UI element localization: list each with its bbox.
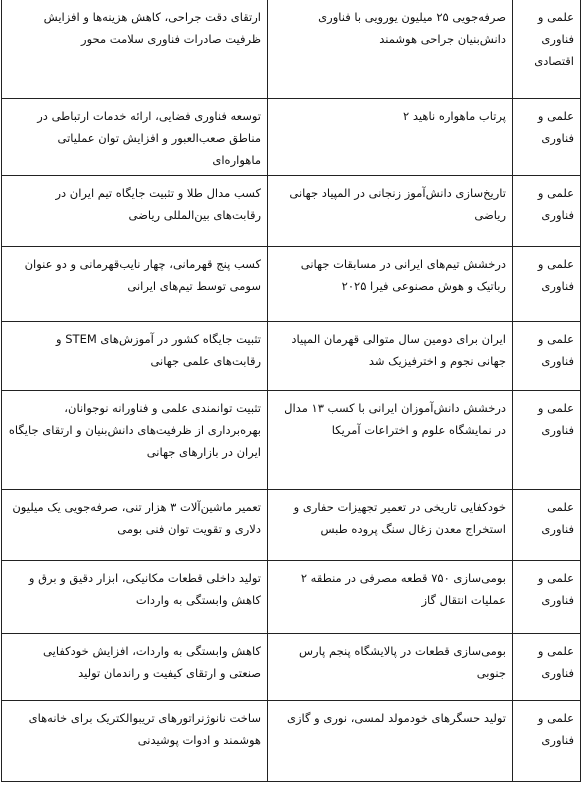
category-cell: علمی و فناوری: [513, 322, 581, 391]
table-row: [2, 490, 581, 561]
impact-cell: توسعه فناوری فضایی، ارائه خدمات ارتباطی در مناطق صعب‌العبور و افزایش توان عملیاتی ماهواره‌ای: [2, 99, 268, 176]
impact-cell: کسب پنج قهرمانی، چهار نایب‌قهرمانی و دو عنوان سومی توسط تیم‌های ایرانی: [2, 247, 268, 322]
category-cell: علمی و فناوری: [513, 701, 581, 782]
category-cell: علمی و فناوری اقتصادی: [513, 0, 581, 99]
category-cell: علمی و فناوری: [513, 634, 581, 701]
table-row: [2, 391, 581, 490]
impact-cell: تولید داخلی قطعات مکانیکی، ابزار دقیق و برق و کاهش وابستگی به واردات: [2, 561, 268, 634]
title-cell: تاریخ‌سازی دانش‌آموز زنجانی در المپیاد جهانی ریاضی: [268, 176, 513, 247]
impact-cell: ارتقای دقت جراحی، کاهش هزینه‌ها و افزایش ظرفیت صادرات فناوری سلامت محور: [2, 0, 268, 99]
impact-cell: تعمیر ماشین‌آلات ۳ هزار تنی، صرفه‌جویی یک میلیون دلاری و تقویت توان فنی بومی: [2, 490, 268, 561]
impact-cell: تثبیت جایگاه کشور در آموزش‌های STEM و رقابت‌های علمی جهانی: [2, 322, 268, 391]
impact-cell: کسب مدال طلا و تثبیت جایگاه تیم ایران در رقابت‌های بین‌المللی ریاضی: [2, 176, 268, 247]
title-cell: پرتاب ماهواره ناهید ۲: [268, 99, 513, 176]
title-cell: تولید حسگرهای خودمولد لمسی، نوری و گازی: [268, 701, 513, 782]
title-cell: درخشش تیم‌های ایرانی در مسابقات جهانی رباتیک و هوش مصنوعی فیرا ۲۰۲۵: [268, 247, 513, 322]
title-cell: درخشش دانش‌آموزان ایرانی با کسب ۱۳ مدال در نمایشگاه علوم و اختراعات آمریکا: [268, 391, 513, 490]
impact-cell: تثبیت توانمندی علمی و فناورانه نوجوانان، بهره‌برداری از ظرفیت‌های دانش‌بنیان و ارتقای جایگاه ایران در بازارهای جهانی: [2, 391, 268, 490]
impact-cell: کاهش وابستگی به واردات، افزایش خودکفایی صنعتی و ارتقای کیفیت و راندمان تولید: [2, 634, 268, 701]
achievements-table: [1, 0, 581, 782]
table-row: [2, 634, 581, 701]
table-row: [2, 247, 581, 322]
table-row: [2, 99, 581, 176]
title-cell: بومی‌سازی قطعات در پالایشگاه پنجم پارس جنوبی: [268, 634, 513, 701]
table-row: [2, 322, 581, 391]
table-row: [2, 176, 581, 247]
impact-cell: ساخت نانوژنراتورهای تریبوالکتریک برای خانه‌های هوشمند و ادوات پوشیدنی: [2, 701, 268, 782]
table-row: [2, 0, 581, 99]
table-row: [2, 561, 581, 634]
title-cell: خودکفایی تاریخی در تعمیر تجهیزات حفاری و استخراج معدن زغال سنگ پروده طبس: [268, 490, 513, 561]
title-cell: ایران برای دومین سال متوالی قهرمان المپیاد جهانی نجوم و اخترفیزیک شد: [268, 322, 513, 391]
category-cell: علمی فناوری: [513, 490, 581, 561]
category-cell: علمی و فناوری: [513, 561, 581, 634]
category-cell: علمی و فناوری: [513, 247, 581, 322]
category-cell: علمی و فناوری: [513, 391, 581, 490]
title-cell: بومی‌سازی ۷۵۰ قطعه مصرفی در منطقه ۲ عملیات انتقال گاز: [268, 561, 513, 634]
table-row: [2, 701, 581, 782]
category-cell: علمی و فناوری: [513, 99, 581, 176]
title-cell: صرفه‌جویی ۲۵ میلیون یورویی با فناوری دانش‌بنیان جراحی هوشمند: [268, 0, 513, 99]
category-cell: علمی و فناوری: [513, 176, 581, 247]
